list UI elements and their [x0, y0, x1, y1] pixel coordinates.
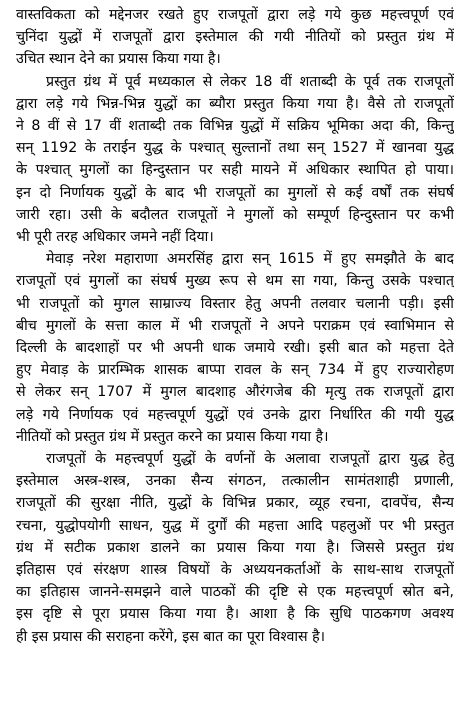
text-line: भी राजपूतों को मुगल साम्राज्य विस्तार हेतु अपनी तलवार चलानी पड़ी। इसी [16, 295, 454, 312]
text-line: सन् 1192 के तराईन युद्ध के पश्चात् सुल्तानों तथा सन् 1527 में खानवा युद्ध [16, 140, 454, 157]
text-line: राजपूतों के महत्त्वपूर्ण युद्धों के वर्णनों के अलावा राजपूतों द्वारा युद्ध हेतु [46, 451, 454, 468]
text-line: राजपूतों की सुरक्षा नीति, युद्धों के विभिन्न प्रकार, व्यूह रचना, दावपेंच, सैन्य [16, 495, 454, 512]
text-line: का इतिहास जानने-समझने वाले पाठकों की दृष्टि से एक महत्त्वपूर्ण स्रोत बने, [16, 584, 454, 601]
text-line: मेवाड़ नरेश महाराणा अमरसिंह द्वारा सन् 1615 में हुए समझौते के बाद [46, 251, 454, 268]
text-line: के पश्चात् मुगलों का हिन्दुस्तान पर सही मायने में अधिकार स्थापित हो पाया। [16, 162, 454, 179]
text-line: दिल्ली के बादशाहों पर भी अपनी धाक जमाये रखी। इसी बात को महत्ता देते [16, 340, 454, 357]
text-line: इतिहास एवं संरक्षण शास्त्र विषयों के अध्ययनकर्ताओं के साथ-साथ राजपूतों [16, 562, 454, 579]
text-line: ने 8 वीं से 17 वीं शताब्दी तक विभिन्न युद्धों में सक्रिय भूमिका अदा की, किन्तु [16, 118, 454, 135]
text-line: वास्तविकता को मद्देनजर रखते हुए राजपूतों द्वारा लड़े गये कुछ महत्त्वपूर्ण एवं [16, 7, 454, 23]
text-line: रचना, युद्धोपयोगी साधन, युद्ध में दुर्गों की महत्ता आदि पहलुओं पर भी प्रस्तुत [16, 517, 454, 534]
text-line: इन दो निर्णायक युद्धों के बाद भी राजपूतों का मुगलों से कई वर्षों तक संघर्ष [16, 184, 454, 201]
text-line: उचित स्थान देने का प्रयास किया गया है। [16, 51, 221, 68]
text-line: जारी रहा। उसी के बदौलत राजपूतों ने मुगलों को सम्पूर्ण हिन्दुस्तान पर कभी [16, 206, 454, 223]
text-line: राजपूतों एवं मुगलों का संघर्ष मुख्य रूप से थम सा गया, किन्तु उसके पश्चात् [16, 273, 454, 290]
paragraph-scope [16, 71, 454, 249]
text-line: ही इस प्रयास की सराहना करेंगे, इस बात का पूरा विश्वास है। [16, 628, 326, 645]
text-line: इस्तेमाल अस्त्र-शस्त्र, उनका सैन्य संगठन, तत्कालीन सामंतशाही प्रणाली, [16, 473, 454, 490]
text-line: भी पूरी तरह अधिकार जमने नहीं दिया। [16, 229, 214, 246]
text-line: से लेकर सन् 1707 में मुगल बादशाह औरंगजेब की मृत्यु तक राजपूतों द्वारा [16, 384, 454, 401]
text-line: द्वारा लड़े गये भिन्न-भिन्न युद्धों का ब्यौरा प्रस्तुत किया गया है। वैसे तो राजपूतों [16, 95, 454, 112]
paragraph-warfare [16, 448, 454, 648]
text-line: हुए मेवाड़ के प्रारम्भिक शासक बाप्पा रावल के सन् 734 में हुए राज्यारोहण [16, 362, 454, 379]
paragraph-intro [16, 4, 454, 71]
text-line: प्रस्तुत ग्रंथ में पूर्व मध्यकाल से लेकर 18 वीं शताब्दी के पूर्व तक राजपूतों [46, 73, 454, 90]
text-line: बीच मुगलों के सत्ता काल में भी राजपूतों ने अपने पराक्रम एवं स्वाभिमान से [16, 317, 454, 334]
text-line: लड़े गये निर्णायक एवं महत्त्वपूर्ण युद्धों एवं उनके द्वारा निर्धारित की गयी युद्ध [16, 406, 454, 423]
text-line: ग्रंथ में सटीक प्रकाश डालने का प्रयास किया गया है। जिससे प्रस्तुत ग्रंथ [16, 539, 454, 556]
text-line: चुनिंदा युद्धों में राजपूतों द्वारा इस्तेमाल की गयी नीतियों को प्रस्तुत ग्रंथ में [16, 29, 454, 46]
paragraph-mewar [16, 248, 454, 448]
text-line: नीतियों को प्रस्तुत ग्रंथ में प्रस्तुत करने का प्रयास किया गया है। [16, 428, 329, 445]
text-line: इस दृष्टि से पूरा प्रयास किया गया है। आशा है कि सुधि पाठकगण अवश्य [16, 606, 454, 623]
